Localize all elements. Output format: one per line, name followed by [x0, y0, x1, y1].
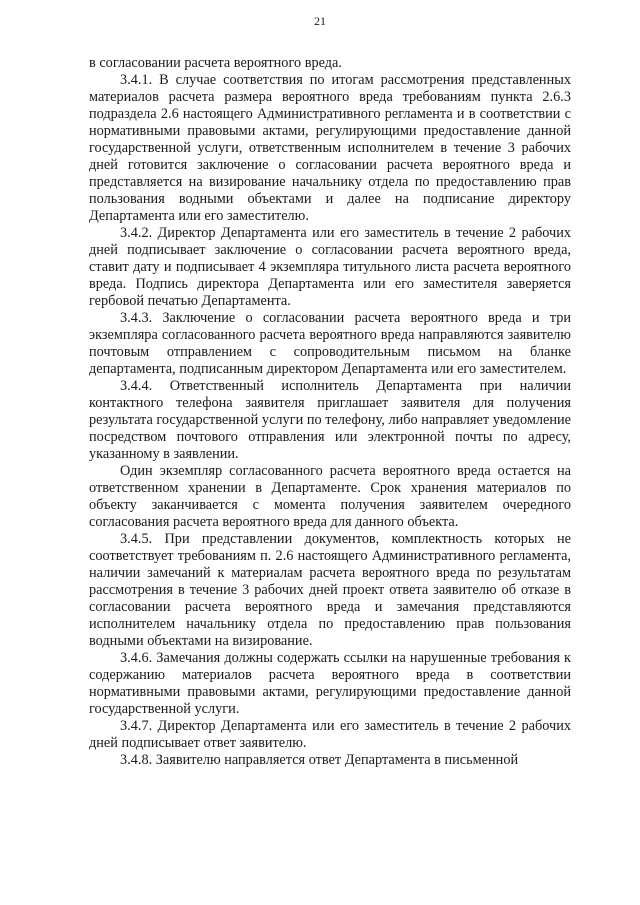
paragraph-3-4-2: 3.4.2. Директор Департамента или его заместитель в течение 2 рабочих дней подписывает заключение о согласовании расчета вероятного вреда, ставит дату и подписывает 4 экземпляра титульного листа расчета вероятного вреда. Подпись директора Департамента или его заместителя заверяется гербовой печатью Департамента.: [89, 225, 571, 309]
paragraph-3-4-3: 3.4.3. Заключение о согласовании расчета вероятного вреда и три экземпляра согласованного расчета вероятного вреда направляются заявителю почтовым отправлением с сопроводительным письмом на бланке департамента, подписанным директором Департамента или его заместителем.: [89, 310, 571, 377]
paragraph-3-4-1: 3.4.1. В случае соответствия по итогам рассмотрения представленных материалов расчета размера вероятного вреда требованиям пункта 2.6.3 подраздела 2.6 настоящего Административного регламента и в соответствии с нормативными правовыми актами, регулирующими предоставление данной государственной услуги, ответственным исполнителем в течение 3 рабочих дней готовится заключение о согласовании расчета вероятного вреда и представляется на визирование начальнику отдела по предоставлению прав пользования водными объектами и далее на подписание директору Департамента или его заместителю.: [89, 72, 571, 224]
paragraph-3-4-8: 3.4.8. Заявителю направляется ответ Департамента в письменной: [120, 752, 519, 768]
paragraph-3-4-5: 3.4.5. При представлении документов, комплектность которых не соответствует требованиям п. 2.6 настоящего Административного регламента, наличии замечаний к материалам расчета вероятного вреда по результатам рассмотрения в течение 3 рабочих дней проект ответа заявителю об отказе в согласовании расчета вероятного вреда и замечания представляются исполнителем начальнику отдела по предоставлению прав пользования водными объектами на визирование.: [89, 531, 571, 649]
document-body: [89, 55, 571, 769]
paragraph-3-4-4: 3.4.4. Ответственный исполнитель Департамента при наличии контактного телефона заявителя приглашает заявителя для получения результата государственной услуги по телефону, либо направляет уведомление посредством почтового отправления или электронной почты по адресу, указанному в заявлении.: [89, 378, 571, 462]
paragraph-continuation: в согласовании расчета вероятного вреда.: [89, 55, 342, 71]
paragraph-3-4-6: 3.4.6. Замечания должны содержать ссылки на нарушенные требования к содержанию материалов расчета вероятного вреда в соответствии нормативными правовыми актами, регулирующими предоставление данной государственной услуги.: [89, 650, 571, 717]
page-number: 21: [314, 14, 326, 28]
paragraph-storage: Один экземпляр согласованного расчета вероятного вреда остается на ответственном хранении в Департаменте. Срок хранения материалов по объекту заканчивается с момента получения заявителем очередного согласования расчета вероятного вреда для данного объекта.: [89, 463, 571, 530]
paragraph-3-4-7: 3.4.7. Директор Департамента или его заместитель в течение 2 рабочих дней подписывает ответ заявителю.: [89, 718, 571, 751]
